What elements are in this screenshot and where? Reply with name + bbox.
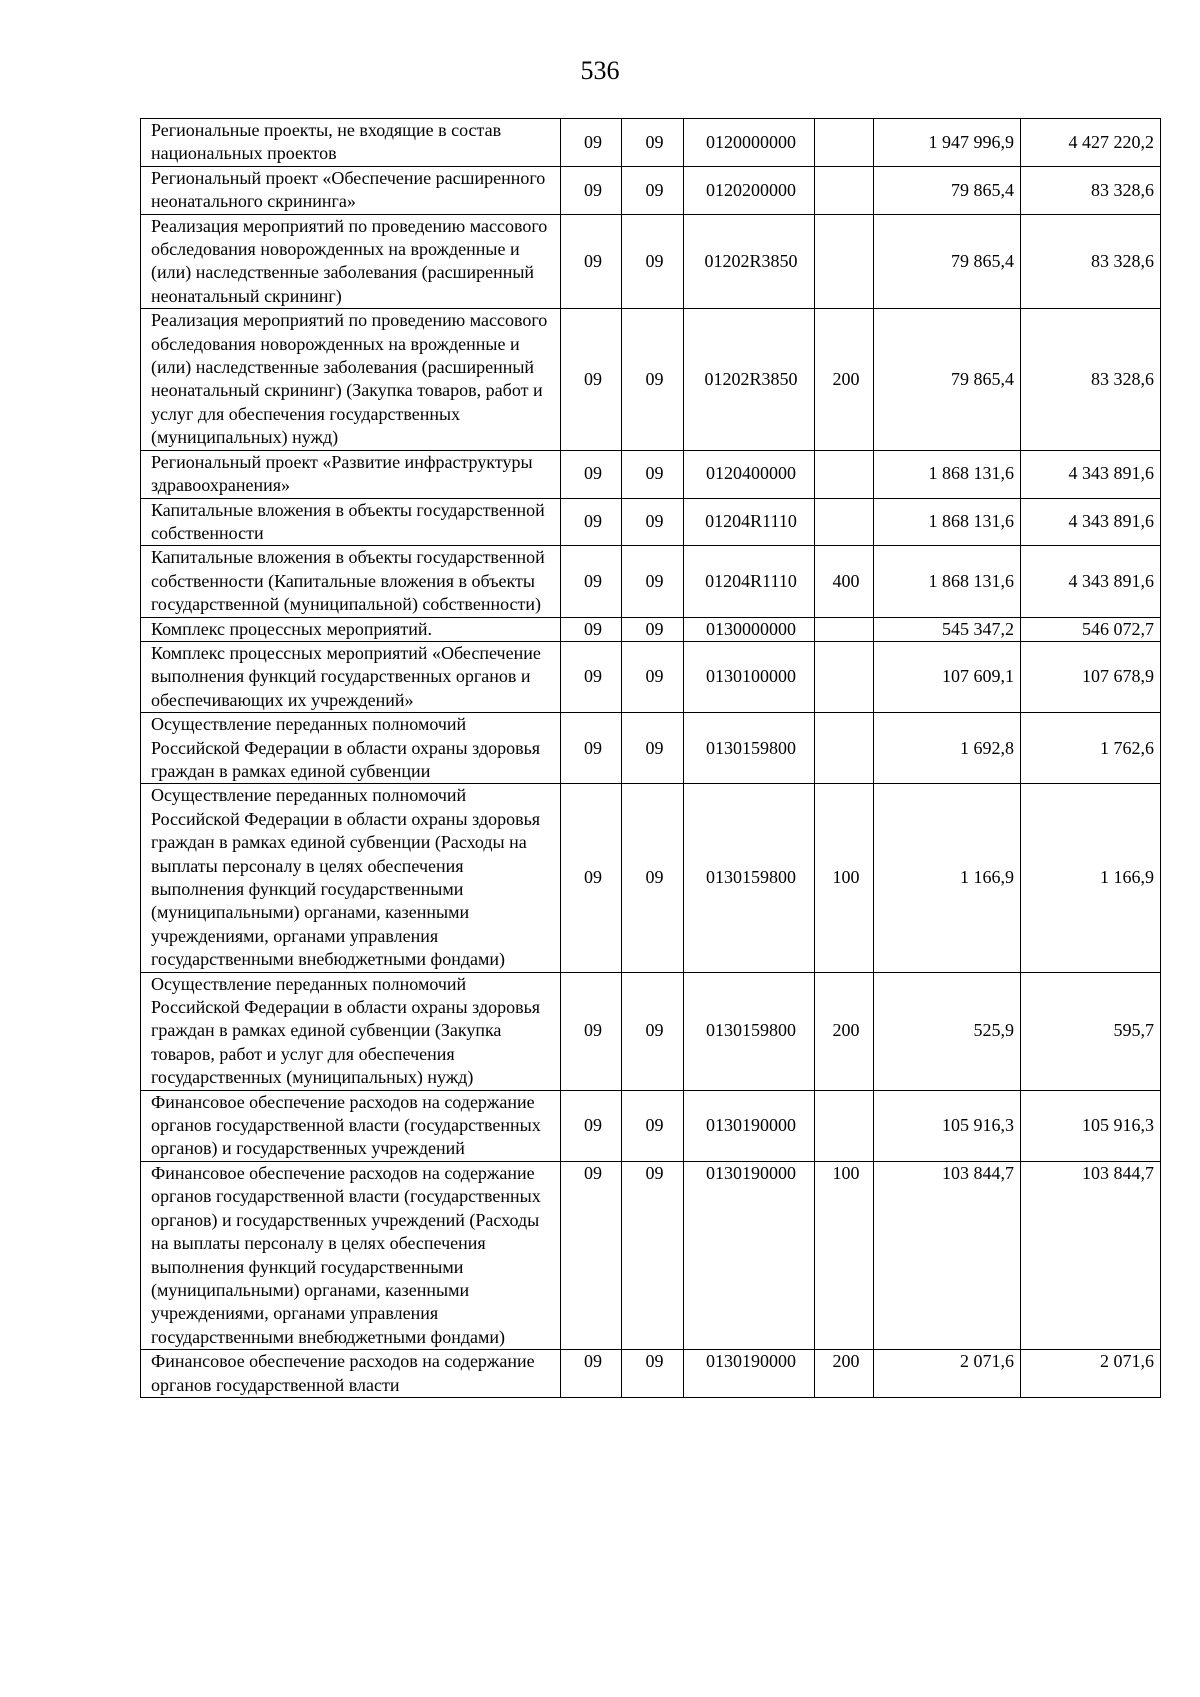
- table-body: [141, 119, 1161, 1398]
- cell-name: Региональный проект «Обеспечение расширенного неонатального скрининга»: [141, 166, 561, 214]
- page-number: 536: [580, 56, 620, 85]
- cell-target-article: 0130000000: [684, 617, 815, 641]
- cell-subsection: 09: [622, 309, 684, 450]
- cell-target-article: 01204R1110: [684, 546, 815, 617]
- cell-name: Капитальные вложения в объекты государственной собственности: [141, 498, 561, 546]
- cell-section: 09: [561, 972, 622, 1090]
- cell-target-article: 0130159800: [684, 972, 815, 1090]
- cell-amount-year-1: 2 071,6: [874, 1350, 1021, 1398]
- cell-name: Осуществление переданных полномочий Российской Федерации в области охраны здоровья граждан в рамках единой субвенции (Закупка товаров, работ и услуг для обеспечения государственных (муниципальных) нужд): [141, 972, 561, 1090]
- cell-section: 09: [561, 1350, 622, 1398]
- cell-expense-type: [815, 498, 874, 546]
- cell-expense-type: 100: [815, 1161, 874, 1349]
- cell-amount-year-1: 105 916,3: [874, 1090, 1021, 1161]
- table-row: [141, 546, 1161, 617]
- cell-expense-type: 200: [815, 1350, 874, 1398]
- cell-name: Финансовое обеспечение расходов на содержание органов государственной власти (государственных органов) и государственных учреждений (Расходы на выплаты персоналу в целях обеспечения выполнения функций государственными (муниципальными) органами, казенными учреждениями, органами управления государственными внебюджетными фондами): [141, 1161, 561, 1349]
- cell-amount-year-1: 1 868 131,6: [874, 498, 1021, 546]
- cell-subsection: 09: [622, 1161, 684, 1349]
- cell-section: 09: [561, 450, 622, 498]
- cell-amount-year-1: 525,9: [874, 972, 1021, 1090]
- cell-amount-year-2: 107 678,9: [1021, 641, 1161, 712]
- cell-section: 09: [561, 546, 622, 617]
- cell-name: Финансовое обеспечение расходов на содержание органов государственной власти: [141, 1350, 561, 1398]
- cell-name: Осуществление переданных полномочий Российской Федерации в области охраны здоровья граждан в рамках единой субвенции (Расходы на выплаты персоналу в целях обеспечения выполнения функций государственными (муниципальными) органами, казенными учреждениями, органами управления государственными внебюджетными фондами): [141, 784, 561, 972]
- cell-target-article: 0120200000: [684, 166, 815, 214]
- cell-expense-type: [815, 713, 874, 784]
- cell-amount-year-2: 4 427 220,2: [1021, 119, 1161, 167]
- cell-amount-year-1: 107 609,1: [874, 641, 1021, 712]
- cell-amount-year-2: 546 072,7: [1021, 617, 1161, 641]
- cell-expense-type: 400: [815, 546, 874, 617]
- cell-section: 09: [561, 641, 622, 712]
- cell-subsection: 09: [622, 1350, 684, 1398]
- cell-target-article: 0130159800: [684, 713, 815, 784]
- cell-expense-type: [815, 166, 874, 214]
- cell-subsection: 09: [622, 214, 684, 309]
- cell-target-article: 0130100000: [684, 641, 815, 712]
- cell-target-article: 01202R3850: [684, 214, 815, 309]
- cell-amount-year-1: 79 865,4: [874, 166, 1021, 214]
- cell-subsection: 09: [622, 784, 684, 972]
- cell-target-article: 0130190000: [684, 1090, 815, 1161]
- cell-subsection: 09: [622, 450, 684, 498]
- cell-amount-year-1: 79 865,4: [874, 309, 1021, 450]
- table-row: [141, 617, 1161, 641]
- cell-subsection: 09: [622, 166, 684, 214]
- cell-amount-year-2: 1 166,9: [1021, 784, 1161, 972]
- cell-subsection: 09: [622, 713, 684, 784]
- cell-amount-year-1: 545 347,2: [874, 617, 1021, 641]
- cell-amount-year-1: 103 844,7: [874, 1161, 1021, 1349]
- cell-amount-year-2: 595,7: [1021, 972, 1161, 1090]
- cell-name: Реализация мероприятий по проведению массового обследования новорожденных на врожденные и (или) наследственные заболевания (расширенный неонатальный скрининг) (Закупка товаров, работ и услуг для обеспечения государственных (муниципальных) нужд): [141, 309, 561, 450]
- cell-amount-year-2: 103 844,7: [1021, 1161, 1161, 1349]
- cell-target-article: 0130190000: [684, 1161, 815, 1349]
- table-row: [141, 166, 1161, 214]
- cell-section: 09: [561, 784, 622, 972]
- cell-amount-year-2: 4 343 891,6: [1021, 546, 1161, 617]
- table-row: [141, 450, 1161, 498]
- table-row: [141, 972, 1161, 1090]
- cell-expense-type: [815, 1090, 874, 1161]
- cell-name: Реализация мероприятий по проведению массового обследования новорожденных на врожденные и (или) наследственные заболевания (расширенный неонатальный скрининг): [141, 214, 561, 309]
- cell-expense-type: [815, 214, 874, 309]
- cell-expense-type: [815, 450, 874, 498]
- cell-amount-year-2: 1 762,6: [1021, 713, 1161, 784]
- cell-target-article: 0120400000: [684, 450, 815, 498]
- cell-amount-year-2: 2 071,6: [1021, 1350, 1161, 1398]
- cell-amount-year-2: 4 343 891,6: [1021, 450, 1161, 498]
- cell-amount-year-1: 79 865,4: [874, 214, 1021, 309]
- cell-name: Комплекс процессных мероприятий.: [141, 617, 561, 641]
- table-row: [141, 498, 1161, 546]
- cell-subsection: 09: [622, 498, 684, 546]
- table-row: [141, 214, 1161, 309]
- cell-section: 09: [561, 1161, 622, 1349]
- cell-expense-type: [815, 617, 874, 641]
- cell-subsection: 09: [622, 617, 684, 641]
- table-row: [141, 641, 1161, 712]
- cell-amount-year-1: 1 166,9: [874, 784, 1021, 972]
- table-row: [141, 713, 1161, 784]
- cell-amount-year-2: 83 328,6: [1021, 214, 1161, 309]
- cell-name: Региональные проекты, не входящие в состав национальных проектов: [141, 119, 561, 167]
- cell-section: 09: [561, 214, 622, 309]
- cell-name: Региональный проект «Развитие инфраструктуры здравоохранения»: [141, 450, 561, 498]
- table-row: [141, 784, 1161, 972]
- table-row: [141, 1350, 1161, 1398]
- cell-amount-year-1: 1 868 131,6: [874, 546, 1021, 617]
- cell-subsection: 09: [622, 546, 684, 617]
- cell-name: Осуществление переданных полномочий Российской Федерации в области охраны здоровья граждан в рамках единой субвенции: [141, 713, 561, 784]
- cell-section: 09: [561, 1090, 622, 1161]
- cell-subsection: 09: [622, 119, 684, 167]
- cell-section: 09: [561, 498, 622, 546]
- cell-target-article: 0130159800: [684, 784, 815, 972]
- cell-amount-year-1: 1 947 996,9: [874, 119, 1021, 167]
- cell-section: 09: [561, 309, 622, 450]
- budget-table: [140, 118, 1161, 1398]
- cell-amount-year-1: 1 692,8: [874, 713, 1021, 784]
- cell-expense-type: [815, 641, 874, 712]
- cell-target-article: 01202R3850: [684, 309, 815, 450]
- cell-target-article: 0120000000: [684, 119, 815, 167]
- table-row: [141, 119, 1161, 167]
- cell-name: Капитальные вложения в объекты государственной собственности (Капитальные вложения в объекты государственной (муниципальной) собственности): [141, 546, 561, 617]
- cell-amount-year-2: 83 328,6: [1021, 309, 1161, 450]
- cell-section: 09: [561, 119, 622, 167]
- cell-expense-type: 200: [815, 309, 874, 450]
- cell-section: 09: [561, 617, 622, 641]
- cell-target-article: 0130190000: [684, 1350, 815, 1398]
- cell-section: 09: [561, 713, 622, 784]
- cell-section: 09: [561, 166, 622, 214]
- cell-target-article: 01204R1110: [684, 498, 815, 546]
- table-row: [141, 309, 1161, 450]
- cell-name: Комплекс процессных мероприятий «Обеспечение выполнения функций государственных органов и обеспечивающих их учреждений»: [141, 641, 561, 712]
- cell-subsection: 09: [622, 972, 684, 1090]
- cell-expense-type: 100: [815, 784, 874, 972]
- cell-amount-year-2: 83 328,6: [1021, 166, 1161, 214]
- cell-expense-type: 200: [815, 972, 874, 1090]
- cell-amount-year-2: 105 916,3: [1021, 1090, 1161, 1161]
- table-row: [141, 1090, 1161, 1161]
- table-row: [141, 1161, 1161, 1349]
- cell-subsection: 09: [622, 1090, 684, 1161]
- cell-expense-type: [815, 119, 874, 167]
- cell-amount-year-2: 4 343 891,6: [1021, 498, 1161, 546]
- cell-amount-year-1: 1 868 131,6: [874, 450, 1021, 498]
- cell-subsection: 09: [622, 641, 684, 712]
- cell-name: Финансовое обеспечение расходов на содержание органов государственной власти (государственных органов) и государственных учреждений: [141, 1090, 561, 1161]
